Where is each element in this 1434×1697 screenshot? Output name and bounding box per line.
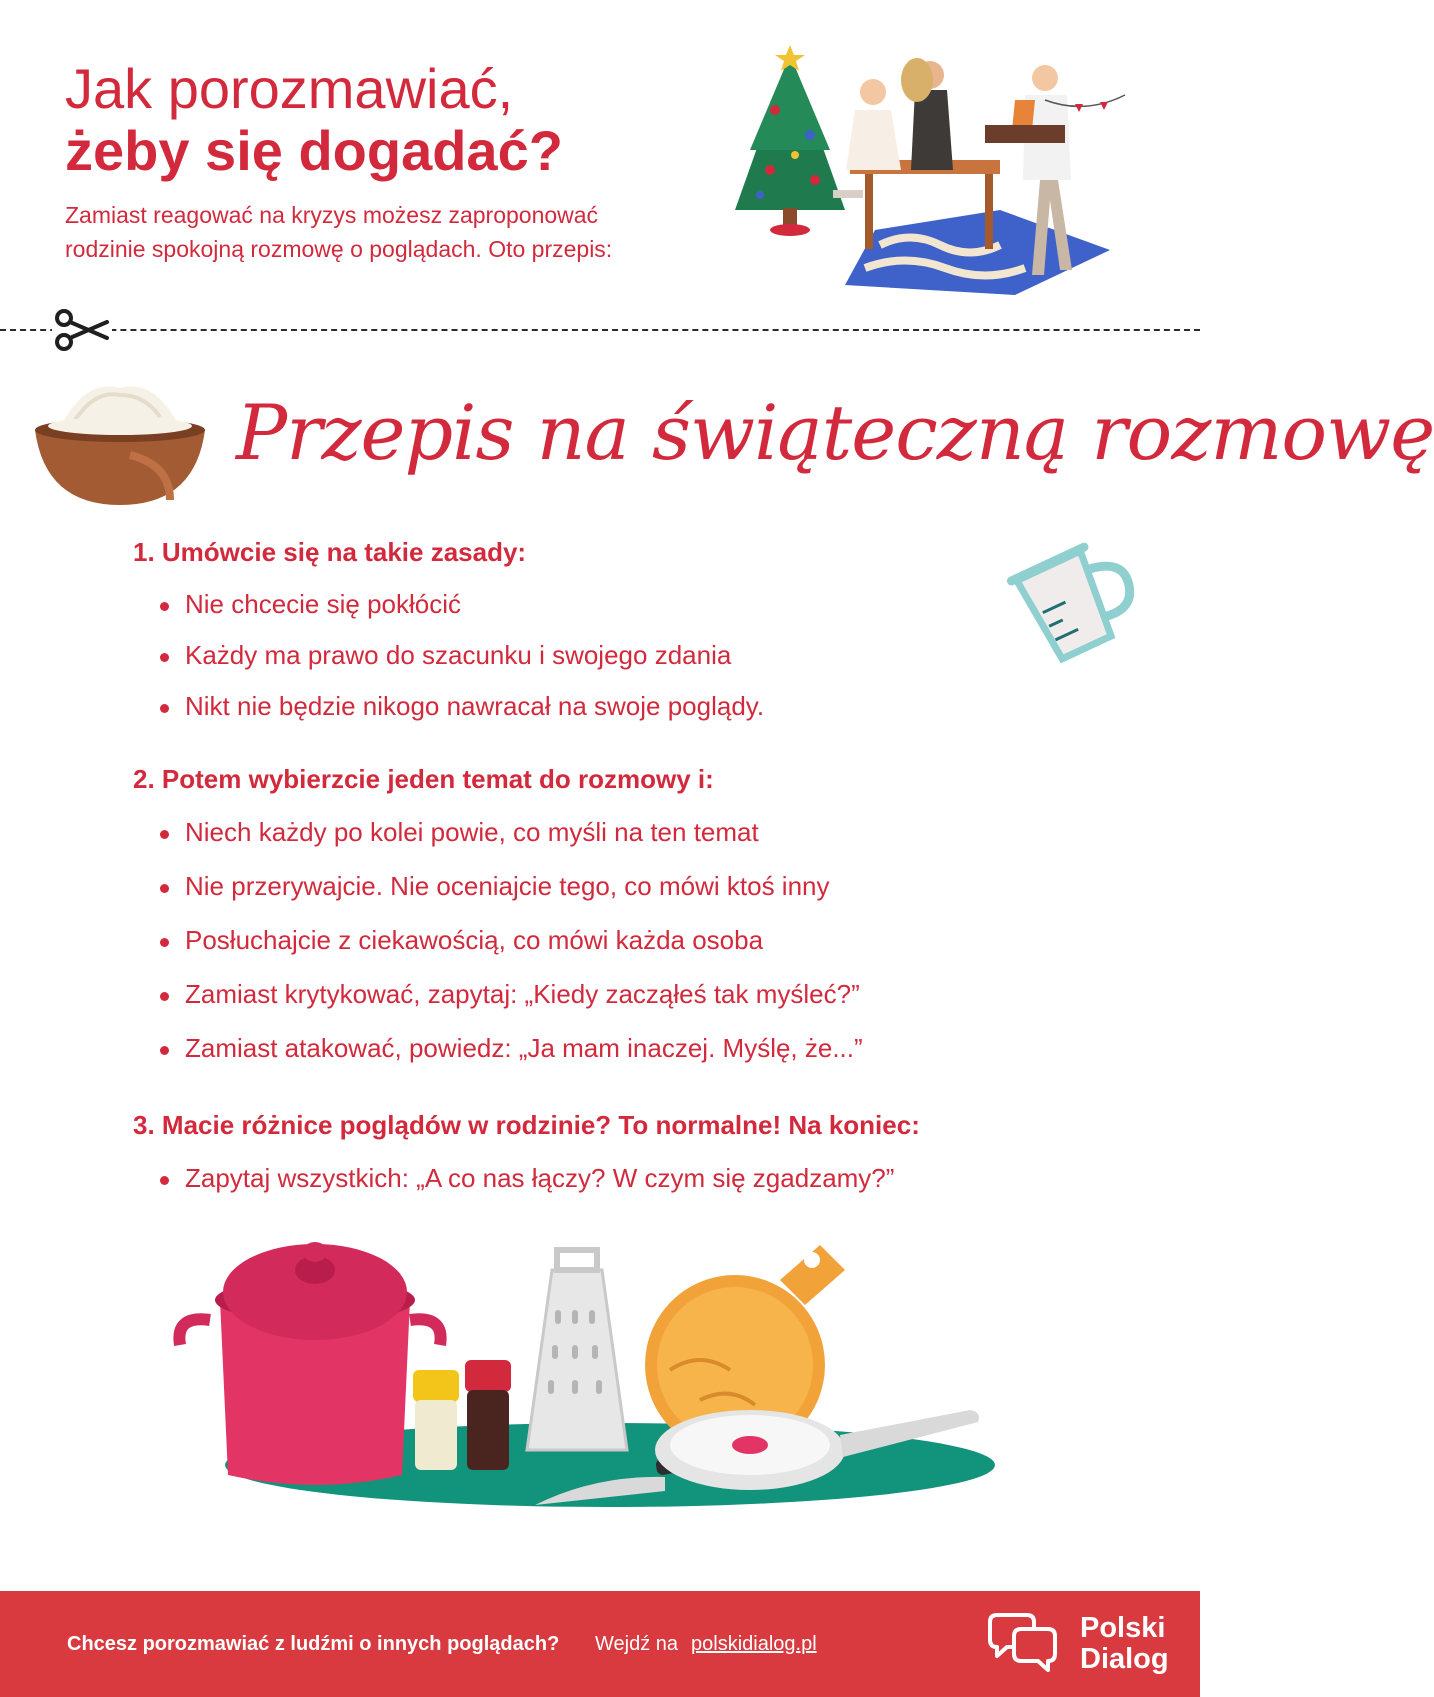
step-2-bullet: Zamiast krytykować, zapytaj: „Kiedy zacząłeś tak myśleć?” [160, 979, 860, 1010]
step-1-bullet: Nie chcecie się pokłócić [160, 589, 461, 620]
family-christmas-illustration [715, 40, 1125, 300]
page-title-line1: Jak porozmawiać, [65, 57, 514, 120]
speech-bubbles-icon [984, 1612, 1060, 1676]
measuring-cup-illustration [1000, 530, 1140, 670]
recipe-title: Przepis na świąteczną rozmowę [236, 388, 1434, 477]
step-3-heading: 3. Macie różnice poglądów w rodzinie? To normalne! Na koniec: [133, 1110, 920, 1140]
step-2-bullet: Niech każdy po kolei powie, co myśli na ten temat [160, 817, 759, 848]
intro-line1: Zamiast reagować na kryzys możesz zaproponować [65, 202, 599, 228]
step-2-bullet: Zamiast atakować, powiedz: „Ja mam inaczej. Myślę, że...” [160, 1033, 863, 1064]
flour-bowl-illustration [30, 380, 210, 510]
polski-dialog-logo [1080, 1613, 1169, 1675]
intro-line2: rodzinie spokojną rozmowę o poglądach. Oto przepis: [65, 236, 613, 262]
step-3-bullet: Zapytaj wszystkich: „A co nas łączy? W czym się zgadzamy?” [160, 1163, 894, 1194]
step-2-bullet: Posłuchajcie z ciekawością, co mówi każda osoba [160, 925, 763, 956]
kitchenware-illustration [180, 1240, 1000, 1530]
logo-line1: Polski [1080, 1612, 1166, 1644]
footer-visit-text: Wejdź na [595, 1633, 679, 1655]
logo-line2: Dialog [1080, 1643, 1169, 1675]
page-title-line2: żeby się dogadać? [65, 119, 563, 182]
step-1-bullet: Nikt nie będzie nikogo nawracał na swoje poglądy. [160, 691, 764, 722]
scissors-icon [52, 308, 112, 352]
step-2-heading: 2. Potem wybierzcie jeden temat do rozmowy i: [133, 764, 714, 794]
website-link[interactable]: polskidialog.pl [691, 1633, 817, 1655]
footer-question: Chcesz porozmawiać z ludźmi o innych poglądach? [67, 1633, 560, 1655]
step-1-heading: 1. Umówcie się na takie zasady: [133, 537, 527, 567]
step-2-bullet: Nie przerywajcie. Nie oceniajcie tego, co mówi ktoś inny [160, 871, 830, 902]
step-1-bullet: Każdy ma prawo do szacunku i swojego zdania [160, 640, 731, 671]
cut-line-divider [0, 329, 1200, 331]
